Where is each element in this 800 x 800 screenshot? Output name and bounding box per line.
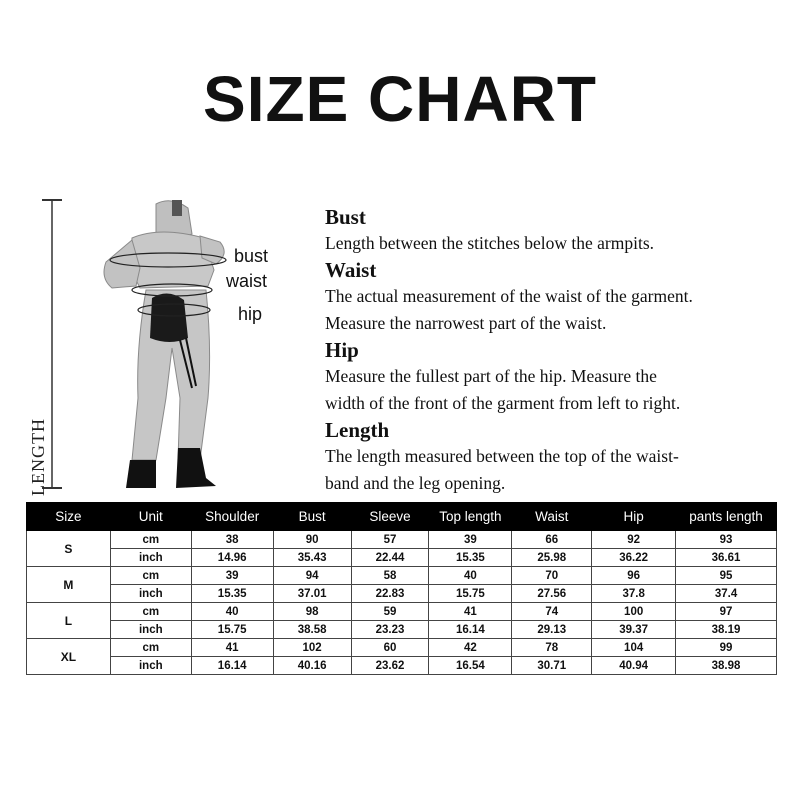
bust-label: bust (234, 246, 269, 266)
table-cell: 39 (191, 567, 273, 585)
description-line: The length measured between the top of the waist- (325, 446, 679, 466)
table-cell: 22.44 (351, 549, 429, 567)
table-cell: 30.71 (512, 657, 592, 675)
table-cell: 41 (191, 639, 273, 657)
table-cell: 16.14 (429, 621, 512, 639)
table-cell: 38.19 (676, 621, 777, 639)
description-line: Measure the fullest part of the hip. Measure the (325, 366, 657, 386)
description-line: The actual measurement of the waist of the garment. (325, 286, 693, 306)
table-cell: 40 (191, 603, 273, 621)
column-header: Shoulder (191, 503, 273, 531)
column-header: Bust (273, 503, 351, 531)
unit-cell: cm (110, 603, 191, 621)
table-cell: 40.94 (592, 657, 676, 675)
description-heading: Hip (325, 338, 359, 362)
description-heading: Waist (325, 258, 377, 282)
table-row (27, 639, 777, 657)
table-cell: 57 (351, 531, 429, 549)
table-cell: 99 (676, 639, 777, 657)
table-cell: 100 (592, 603, 676, 621)
table-cell: 25.98 (512, 549, 592, 567)
table-cell: 15.75 (429, 585, 512, 603)
table-cell: 70 (512, 567, 592, 585)
measurement-descriptions (325, 204, 795, 497)
table-row (27, 531, 777, 549)
table-row (27, 657, 777, 675)
bust-description (325, 204, 795, 257)
column-header: Top length (429, 503, 512, 531)
description-line: Measure the narrowest part of the waist. (325, 313, 607, 333)
length-label: LENGTH (28, 418, 48, 496)
description-line: band and the leg opening. (325, 473, 506, 493)
table-cell: 40.16 (273, 657, 351, 675)
model-figure (96, 198, 269, 488)
column-header: Hip (592, 503, 676, 531)
table-row (27, 549, 777, 567)
table-cell: 39 (429, 531, 512, 549)
table-row (27, 585, 777, 603)
length-description (325, 417, 795, 497)
table-cell: 23.62 (351, 657, 429, 675)
unit-cell: cm (110, 531, 191, 549)
unit-cell: cm (110, 567, 191, 585)
table-cell: 27.56 (512, 585, 592, 603)
description-heading: Bust (325, 205, 366, 229)
table-cell: 66 (512, 531, 592, 549)
hip-label: hip (238, 304, 263, 324)
table-cell: 29.13 (512, 621, 592, 639)
table-cell: 95 (676, 567, 777, 585)
size-cell: S (27, 531, 111, 567)
table-cell: 94 (273, 567, 351, 585)
table-cell: 96 (592, 567, 676, 585)
table-cell: 102 (273, 639, 351, 657)
table-cell: 97 (676, 603, 777, 621)
table-cell: 38.58 (273, 621, 351, 639)
waist-description (325, 257, 795, 337)
page-title: SIZE CHART (203, 63, 597, 135)
column-header: Waist (512, 503, 592, 531)
table-cell: 36.22 (592, 549, 676, 567)
table-cell: 90 (273, 531, 351, 549)
table-cell: 15.35 (429, 549, 512, 567)
table-cell: 23.23 (351, 621, 429, 639)
unit-cell: inch (110, 585, 191, 603)
table-cell: 74 (512, 603, 592, 621)
table-cell: 15.75 (191, 621, 273, 639)
unit-cell: inch (110, 549, 191, 567)
table-cell: 39.37 (592, 621, 676, 639)
table-cell: 22.83 (351, 585, 429, 603)
waist-label: waist (226, 271, 268, 291)
table-cell: 14.96 (191, 549, 273, 567)
table-row (27, 621, 777, 639)
unit-cell: inch (110, 657, 191, 675)
table-cell: 40 (429, 567, 512, 585)
table-cell: 59 (351, 603, 429, 621)
table-cell: 38 (191, 531, 273, 549)
size-cell: M (27, 567, 111, 603)
table-cell: 38.98 (676, 657, 777, 675)
column-header: Sleeve (351, 503, 429, 531)
table-cell: 93 (676, 531, 777, 549)
column-header: Size (27, 503, 111, 531)
table-cell: 15.35 (191, 585, 273, 603)
table-cell: 41 (429, 603, 512, 621)
size-cell: L (27, 603, 111, 639)
column-header: Unit (110, 503, 191, 531)
table-cell: 37.4 (676, 585, 777, 603)
table-cell: 37.8 (592, 585, 676, 603)
length-axis (24, 196, 84, 496)
hip-description (325, 337, 795, 417)
table-cell: 37.01 (273, 585, 351, 603)
table-cell: 58 (351, 567, 429, 585)
column-header: pants length (676, 503, 777, 531)
unit-cell: cm (110, 639, 191, 657)
table-cell: 78 (512, 639, 592, 657)
table-cell: 98 (273, 603, 351, 621)
table-cell: 92 (592, 531, 676, 549)
table-row (27, 567, 777, 585)
description-line: Length between the stitches below the armpits. (325, 233, 655, 253)
table-cell: 35.43 (273, 549, 351, 567)
size-cell: XL (27, 639, 111, 675)
unit-cell: inch (110, 621, 191, 639)
size-table (26, 502, 777, 675)
table-row (27, 603, 777, 621)
table-cell: 60 (351, 639, 429, 657)
table-cell: 36.61 (676, 549, 777, 567)
description-heading: Length (325, 418, 390, 442)
table-cell: 42 (429, 639, 512, 657)
model-silhouette-icon (96, 198, 236, 488)
table-cell: 104 (592, 639, 676, 657)
table-header-row (27, 503, 777, 531)
table-cell: 16.54 (429, 657, 512, 675)
table-cell: 16.14 (191, 657, 273, 675)
description-line: width of the front of the garment from left to right. (325, 393, 681, 413)
